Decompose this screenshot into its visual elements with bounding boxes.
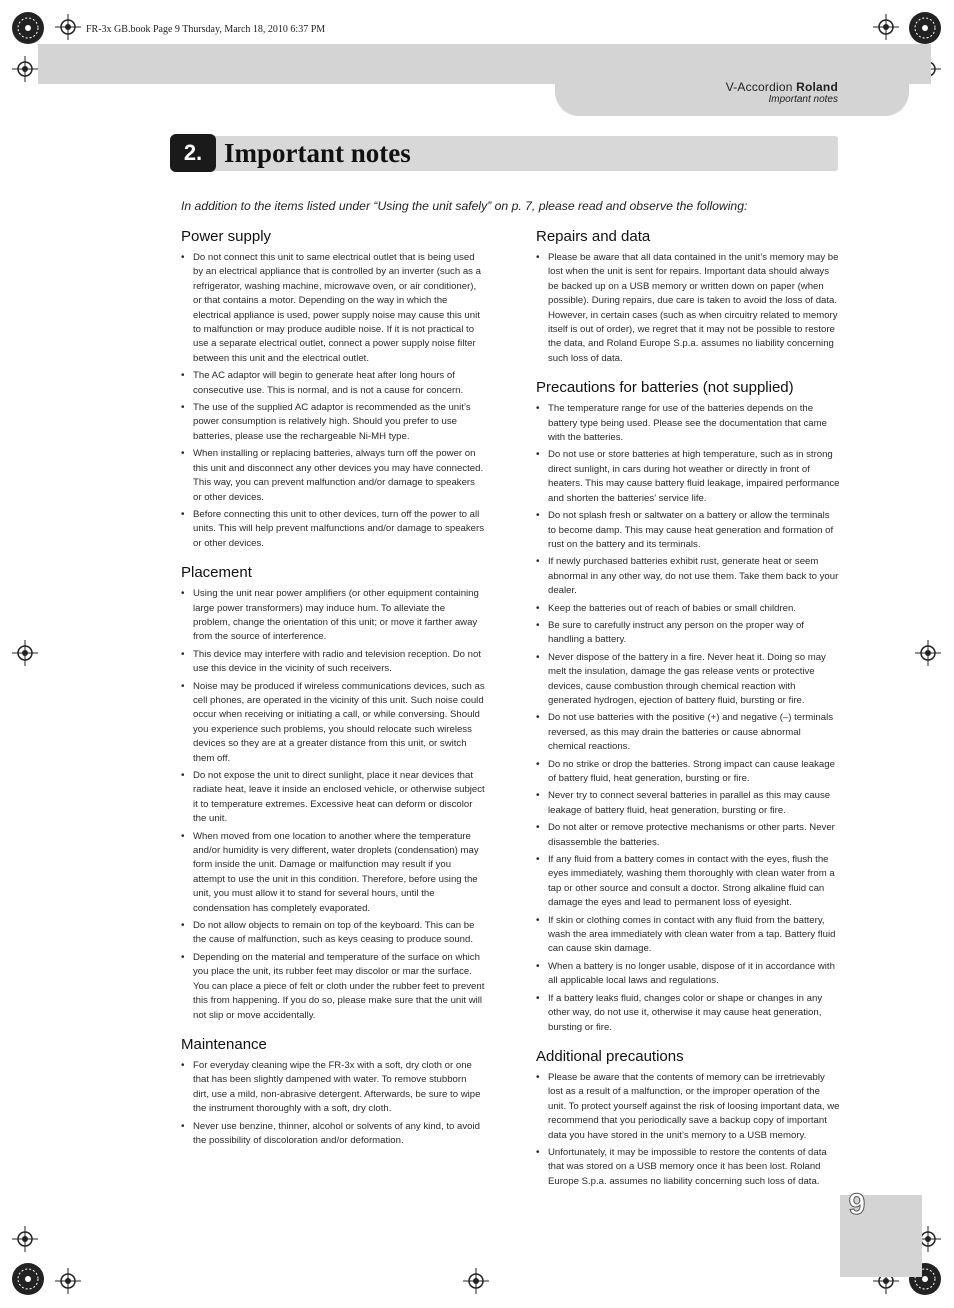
- crosshair-icon: [12, 1226, 38, 1252]
- list-item: • Do not connect this unit to same electrical outlet that is being used by an electrical appliance that is controlled by an inverter (such as a refrigerator, washing machine, microwave oven, or air conditioner), or that contains a motor. Depending on the way in which the electrical appliance is used, power supply noise may cause this unit to malfunction or may produce audible noise. If it is not practical to use a separate electrical outlet, connect a power supply noise filter between this unit and the electrical outlet.: [181, 251, 485, 366]
- list-item: • Before connecting this unit to other devices, turn off the power to all units. This will help prevent malfunctions and/or damage to speakers or other devices.: [181, 508, 485, 551]
- section-heading-batteries: Precautions for batteries (not supplied): [536, 379, 794, 397]
- section-heading-additional: Additional precautions: [536, 1047, 684, 1065]
- placement-list: [181, 587, 485, 1023]
- crosshair-icon: [55, 1268, 81, 1294]
- section-heading-maintenance: Maintenance: [181, 1035, 267, 1053]
- header-product-prefix: V-Accordion: [725, 80, 797, 94]
- list-item: • If any fluid from a battery comes in contact with the eyes, flush the eyes immediately, washing them thoroughly with clean water from a tap or other source and consult a doctor. Strong alkaline fluid can damage the eyes and lead to permanent loss of eyesight.: [536, 853, 840, 911]
- list-item: • Be sure to carefully instruct any person on the proper way of handling a battery.: [536, 619, 840, 648]
- section-heading-placement: Placement: [181, 564, 252, 582]
- list-item: • The AC adaptor will begin to generate heat after long hours of consecutive use. This is normal, and is not a cause for concern.: [181, 369, 485, 398]
- list-item: • Unfortunately, it may be impossible to restore the contents of data that was stored on a USB memory once it has been lost. Roland Europe S.p.a. assumes no liability concerning such loss of data.: [536, 1146, 840, 1189]
- list-item: • If newly purchased batteries exhibit rust, generate heat or seem abnormal in any other way, do not use them. Take them back to your dealer.: [536, 555, 840, 598]
- list-item: • Never dispose of the battery in a fire. Never heat it. Doing so may melt the insulation, damage the gas release vents or protective devices, cause combustion through chemical reaction with generated hydrogen, ejection of battery fluid, bursting or fire.: [536, 651, 840, 709]
- header-section: Important notes: [768, 94, 838, 105]
- crosshair-icon: [915, 640, 941, 666]
- list-item: • Never use benzine, thinner, alcohol or solvents of any kind, to avoid the possibility of discoloration and/or deformation.: [181, 1120, 485, 1149]
- list-item: • Keep the batteries out of reach of babies or small children.: [536, 602, 840, 616]
- list-item: • Do not allow objects to remain on top of the keyboard. This can be the cause of malfunction, such as keys ceasing to produce sound.: [181, 919, 485, 948]
- chapter-number: 2.: [170, 134, 216, 172]
- list-item: • Do not expose the unit to direct sunlight, place it near devices that radiate heat, leave it inside an enclosed vehicle, or otherwise subject it to temperature extremes. Excessive heat can deform or discolor the unit.: [181, 769, 485, 827]
- list-item: • For everyday cleaning wipe the FR-3x with a soft, dry cloth or one that has been slightly dampened with water. To remove stubborn dirt, use a mild, non-abrasive detergent. Afterwards, be sure to wipe the instrument thoroughly with a soft, dry cloth.: [181, 1059, 485, 1117]
- section-heading-repairs: Repairs and data: [536, 228, 651, 245]
- file-info: FR-3x GB.book Page 9 Thursday, March 18, 2010 6:37 PM: [86, 24, 326, 35]
- list-item: • Do not splash fresh or saltwater on a battery or allow the terminals to become damp. This may cause heat generation and formation of rust on the battery and its terminals.: [536, 509, 840, 552]
- right-column: [536, 227, 840, 1192]
- list-item: [181, 951, 485, 1023]
- header-product: [726, 80, 838, 94]
- registration-mark-icon: [908, 11, 942, 45]
- header-brand: Roland: [796, 80, 838, 94]
- list-item: • When installing or replacing batteries, always turn off the power on this unit and disconnect any other devices you may have connected. This way, you can prevent malfunction and/or damage to speakers or other devices.: [181, 447, 485, 505]
- repairs-list: [536, 251, 840, 366]
- list-item-text: • Depending on the material and temperature of the surface on which you place the unit, its rubber feet may discolor or mar the surface.: [193, 951, 480, 978]
- crosshair-icon: [55, 14, 81, 40]
- list-item: • Please be aware that all data contained in the unit’s memory may be lost when the unit is sent for repairs. Important data should always be backed up on a USB memory or written down on paper (when possible). During repairs, due care is taken to avoid the loss of data. However, in certain cases (such as when circuitry related to memory itself is out of order), we regret that it may not be possible to restore the data, and Roland Europe S.p.a. assumes no liability concerning such loss of data.: [536, 251, 840, 366]
- additional-list: [536, 1071, 840, 1189]
- page-title: Important notes: [224, 138, 411, 168]
- list-item: • Do not use batteries with the positive (+) and negative (–) terminals reversed, as this may drain the batteries or cause abnormal chemical reactions.: [536, 711, 840, 754]
- list-item: • The use of the supplied AC adaptor is recommended as the unit’s power consumption is relatively high. Should you prefer to use batteries, please use the rechargeable Ni-MH type.: [181, 401, 485, 444]
- power-list: [181, 251, 485, 551]
- list-item-note: You can place a piece of felt or cloth under the rubber feet to prevent this from happening. If you do so, please make sure that the unit will not slip or move accidentally.: [193, 980, 485, 1021]
- section-heading-power: Power supply: [181, 228, 272, 245]
- maintenance-list: [181, 1059, 485, 1148]
- list-item: • Never try to connect several batteries in parallel as this may cause leakage of battery fluid, heat generation, bursting or fire.: [536, 789, 840, 818]
- list-item: • Do no strike or drop the batteries. Strong impact can cause leakage of battery fluid, heat generation, bursting or fire.: [536, 758, 840, 787]
- crosshair-icon: [12, 56, 38, 82]
- registration-mark-icon: [11, 1262, 45, 1296]
- registration-mark-icon: [11, 11, 45, 45]
- list-item: • Using the unit near power amplifiers (or other equipment containing large power transformers) may induce hum. To alleviate the problem, change the orientation of this unit; or move it farther away from the source of interference.: [181, 587, 485, 645]
- crosshair-icon: [463, 1268, 489, 1294]
- list-item: • When moved from one location to another where the temperature and/or humidity is very different, water droplets (condensation) may form inside the unit. Damage or malfunction may result if you attempt to use the unit in this condition. Therefore, before using the unit, you must allow it to stand for several hours, until the condensation has completely evaporated.: [181, 830, 485, 916]
- list-item: • The temperature range for use of the batteries depends on the battery type being used. Please see the documentation that came with the batteries.: [536, 402, 840, 445]
- left-column: [181, 227, 485, 1151]
- list-item: • This device may interfere with radio and television reception. Do not use this device in the vicinity of such receivers.: [181, 648, 485, 677]
- list-item: • When a battery is no longer usable, dispose of it in accordance with all applicable local laws and regulations.: [536, 960, 840, 989]
- crosshair-icon: [12, 640, 38, 666]
- list-item: • Do not alter or remove protective mechanisms or other parts. Never disassemble the batteries.: [536, 821, 840, 850]
- list-item: • Do not use or store batteries at high temperature, such as in strong direct sunlight, in cars during hot weather or directly in front of heaters. This may cause battery fluid leakage, impaired performance and shorten the batteries’ service life.: [536, 448, 840, 506]
- list-item: • If a battery leaks fluid, changes color or shape or changes in any other way, do not use it, otherwise it may cause heat generation, bursting or fire.: [536, 992, 840, 1035]
- list-item: • Please be aware that the contents of memory can be irretrievably lost as a result of a malfunction, or the improper operation of the unit. To protect yourself against the risk of loosing important data, we recommend that you periodically save a backup copy of important data you have stored in the unit’s memory to a USB memory.: [536, 1071, 840, 1143]
- batteries-list: [536, 402, 840, 1035]
- list-item: • If skin or clothing comes in contact with any fluid from the battery, wash the area immediately with clean water from a tap. Battery fluid can cause skin damage.: [536, 914, 840, 957]
- page-number: 9: [848, 1188, 866, 1221]
- crosshair-icon: [873, 14, 899, 40]
- list-item: • Noise may be produced if wireless communications devices, such as cell phones, are operated in the vicinity of this unit. Such noise could occur when receiving or initiating a call, or while conversing. Should you experience such problems, you should relocate such wireless devices so they are at a greater distance from this unit, or switch them off.: [181, 680, 485, 766]
- intro-text: In addition to the items listed under “Using the unit safely” on p. 7, please read and observe the following:: [181, 199, 748, 213]
